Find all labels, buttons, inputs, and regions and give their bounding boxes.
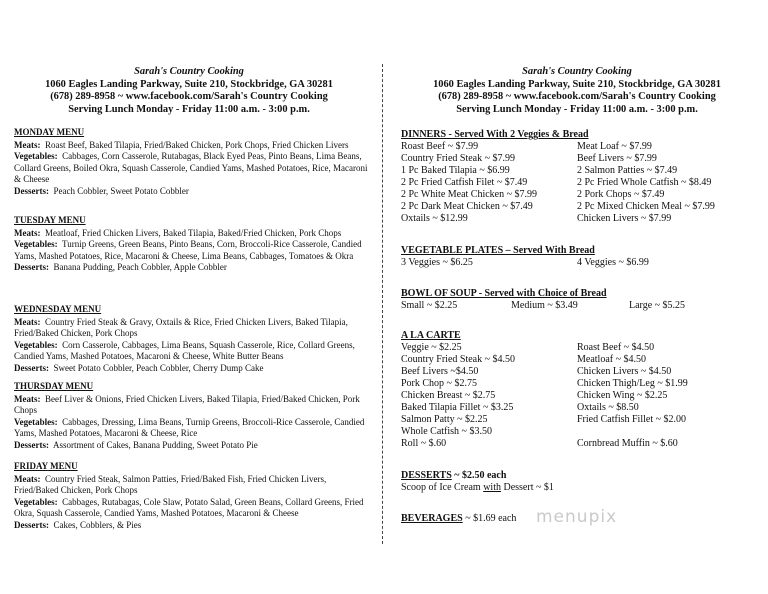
menu-item: Veggie ~ $2.25 [401, 342, 462, 353]
dinners-list [401, 141, 761, 225]
vegetables-label: Vegetables: [14, 239, 58, 249]
restaurant-address: 1060 Eagles Landing Parkway, Suite 210, Stockbridge, GA 30281 [45, 78, 333, 90]
menu-item [577, 426, 761, 438]
day-title: FRIDAY MENU [14, 461, 78, 471]
restaurant-contact: (678) 289-8958 ~ www.facebook.com/Sarah's Country Cooking [438, 91, 716, 102]
menu-row [401, 354, 761, 366]
menu-row [401, 366, 761, 378]
thursday-menu [14, 381, 370, 451]
menu-item: 2 Pc Fried Catfish Filet ~ $7.49 [401, 177, 528, 188]
fold-divider [382, 64, 383, 544]
menu-item: Oxtails ~ $8.50 [577, 402, 639, 413]
desserts-label: Desserts: [14, 362, 49, 373]
desserts-price: ~ $2.50 each [451, 470, 507, 481]
menu-row [401, 378, 761, 390]
vegetables-list: Cabbages, Rutabagas, Cole Slaw, Potato Salad, Green Beans, Collard Greens, Fried Okra, Squash Casserole, Candied Yams, Mashed Potatoes, Macaroni & Cheese [14, 496, 364, 518]
menu-item: 2 Pc Fried Whole Catfish ~ $8.49 [577, 177, 712, 188]
menu-item: Cornbread Muffin ~ $.60 [577, 438, 678, 449]
vegetables-list: Cabbages, Dressing, Lima Beans, Turnip Greens, Broccoli-Rice Casserole, Candied Yams, Mashed Potatoes, Macaroni & Cheese, Rice [14, 416, 365, 438]
menu-item: Salmon Patty ~ $2.25 [401, 414, 488, 425]
vegetables-label: Vegetables: [14, 151, 58, 161]
a-la-carte-title: A LA CARTE [401, 330, 461, 341]
menu-item: Small ~ $2.25 [401, 300, 458, 311]
with-text: with [483, 482, 501, 493]
menu-item: Chicken Breast ~ $2.75 [401, 390, 496, 401]
menu-item: Chicken Wing ~ $2.25 [577, 390, 668, 401]
menu-item: Beef Livers ~ $7.99 [577, 153, 657, 164]
vegetables-list: Corn Casserole, Cabbages, Lima Beans, Squash Casserole, Rice, Collard Greens, Candied Yams, Mashed Potatoes, Macaroni & Cheese, White Butter Beans [14, 339, 355, 361]
menu-item: Chicken Livers ~ $7.99 [577, 213, 672, 224]
menu-item: Medium ~ $3.49 [511, 300, 578, 311]
day-title: WEDNESDAY MENU [14, 304, 102, 314]
desserts-list: Banana Pudding, Peach Cobbler, Apple Cobbler [53, 262, 227, 272]
menu-row [401, 165, 761, 177]
vegetables-list: Cabbages, Corn Casserole, Rutabagas, Black Eyed Peas, Pinto Beans, Lima Beans, Collard Greens, Boiled Okra, Squash Casserole, Candied Yams, Mashed Potatoes, Rice, Macaroni & Cheese [14, 151, 368, 184]
restaurant-title: Sarah's Country Cooking [522, 66, 632, 77]
desserts-label: Desserts: [14, 519, 49, 530]
meats-list: Beef Liver & Onions, Fried Chicken Livers, Baked Tilapia, Fried/Baked Chicken, Pork Chops [14, 393, 360, 415]
menu-item: Whole Catfish ~ $3.50 [401, 426, 492, 437]
menu-row [401, 213, 761, 225]
menu-item: Meatloaf ~ $4.50 [577, 354, 647, 365]
ice-cream-text: Scoop of Ice Cream [401, 482, 484, 493]
menu-item: Baked Tilapia Fillet ~ $3.25 [401, 402, 514, 413]
desserts-list: Cakes, Cobblers, & Pies [53, 519, 142, 530]
desserts-list: Assortment of Cakes, Banana Pudding, Sweet Potato Pie [53, 439, 258, 450]
weekly-menu-page [0, 0, 378, 594]
menu-row [401, 414, 761, 426]
desserts-label: Desserts: [14, 185, 49, 196]
dinners-section [401, 129, 761, 225]
menu-item: Fried Catfish Fillet ~ $2.00 [577, 414, 687, 425]
lunch-hours: Serving Lunch Monday - Friday 11:00 a.m. - 3:00 p.m. [68, 103, 310, 115]
ice-cream-price: Dessert ~ $1 [500, 482, 554, 493]
menu-item: Pork Chop ~ $2.75 [401, 378, 477, 389]
meats-label: Meats: [14, 473, 41, 484]
menu-item: 2 Salmon Patties ~ $7.49 [577, 165, 678, 176]
a-la-carte-section [401, 330, 761, 450]
meats-label: Meats: [14, 316, 41, 327]
meats-label: Meats: [14, 393, 41, 404]
soup-section [401, 288, 761, 312]
meats-list: Meatloaf, Fried Chicken Livers, Baked Tilapia, Baked/Fried Chicken, Pork Chops [45, 227, 342, 238]
desserts-label: Desserts: [14, 439, 49, 450]
menu-item: Country Fried Steak ~ $4.50 [401, 354, 516, 365]
vegetables-label: Vegetables: [14, 416, 58, 427]
menu-row [401, 342, 761, 354]
right-header [386, 66, 768, 116]
left-header [0, 66, 378, 116]
restaurant-contact: (678) 289-8958 ~ www.facebook.com/Sarah's Country Cooking [50, 91, 328, 102]
beverages-price: ~ $1.69 each [462, 513, 517, 524]
menu-item: Large ~ $5.25 [629, 300, 686, 311]
meats-label: Meats: [14, 227, 41, 238]
desserts-label: Desserts: [14, 262, 49, 272]
ice-cream-note [401, 482, 761, 494]
restaurant-title: Sarah's Country Cooking [134, 66, 244, 77]
menu-item: 1 Pc Baked Tilapia ~ $6.99 [401, 165, 510, 176]
menu-item: 2 Pc Mixed Chicken Meal ~ $7.99 [577, 201, 715, 212]
soup-title: BOWL OF SOUP - Served with Choice of Bread [401, 288, 607, 299]
lunch-hours: Serving Lunch Monday - Friday 11:00 a.m. - 3:00 p.m. [456, 103, 698, 115]
menu-item: Meat Loaf ~ $7.99 [577, 141, 652, 152]
price-menu-page [386, 0, 768, 594]
beverages-title: BEVERAGES [401, 513, 463, 524]
desserts-section [401, 470, 761, 494]
a-la-carte-list [401, 342, 761, 450]
menu-item: Country Fried Steak ~ $7.99 [401, 153, 516, 164]
day-title: TUESDAY MENU [14, 215, 86, 225]
menu-item: 2 Pork Chops ~ $7.49 [577, 189, 665, 200]
menu-item: 2 Pc Dark Meat Chicken ~ $7.49 [401, 201, 533, 212]
menu-row [401, 153, 761, 165]
restaurant-address: 1060 Eagles Landing Parkway, Suite 210, Stockbridge, GA 30281 [433, 78, 721, 90]
menu-item: Roll ~ $.60 [401, 438, 447, 449]
day-title: THURSDAY MENU [14, 381, 94, 391]
friday-menu [14, 461, 370, 531]
meats-list: Roast Beef, Baked Tilapia, Fried/Baked Chicken, Pork Chops, Fried Chicken Livers [45, 139, 349, 150]
meats-list: Country Fried Steak, Salmon Patties, Fried/Baked Fish, Fried Chicken Livers, Fried/Baked Chicken, Pork Chops [14, 473, 327, 495]
menu-item: 4 Veggies ~ $6.99 [577, 257, 649, 268]
menu-row [401, 189, 761, 201]
vegetable-plates-section [401, 245, 761, 269]
menu-item: Chicken Thigh/Leg ~ $1.99 [577, 378, 688, 389]
menu-row [401, 141, 761, 153]
desserts-title: DESSERTS [401, 470, 452, 481]
vegetables-label: Vegetables: [14, 496, 58, 507]
menu-row [401, 438, 761, 450]
menupix-watermark: menupix [536, 507, 618, 527]
vegetable-plates-title: VEGETABLE PLATES – Served With Bread [401, 245, 595, 256]
meats-label: Meats: [14, 139, 41, 150]
menu-row [401, 177, 761, 189]
desserts-list: Sweet Potato Cobbler, Peach Cobbler, Cherry Dump Cake [53, 362, 264, 373]
menu-row [401, 402, 761, 414]
desserts-list: Peach Cobbler, Sweet Potato Cobbler [53, 185, 189, 196]
vegetables-label: Vegetables: [14, 339, 58, 350]
menu-item: Roast Beef ~ $4.50 [577, 342, 655, 353]
menu-item: 2 Pc White Meat Chicken ~ $7.99 [401, 189, 538, 200]
menu-item: 3 Veggies ~ $6.25 [401, 257, 473, 268]
menu-row [401, 201, 761, 213]
menu-item: Roast Beef ~ $7.99 [401, 141, 479, 152]
menu-row [401, 390, 761, 402]
menu-row [401, 426, 761, 438]
tuesday-menu [14, 215, 370, 274]
vegetables-list: Turnip Greens, Green Beans, Pinto Beans, Corn, Broccoli-Rice Casserole, Candied Yams, Mashed Potatoes, Rice, Macaroni & Cheese, Lima Beans, Cabbages, Tomatoes & Okra [14, 239, 362, 261]
dinners-title: DINNERS - Served With 2 Veggies & Bread [401, 129, 589, 140]
day-title: MONDAY MENU [14, 127, 85, 137]
wednesday-menu [14, 304, 370, 374]
menu-item: Oxtails ~ $12.99 [401, 213, 468, 224]
meats-list: Country Fried Steak & Gravy, Oxtails & Rice, Fried Chicken Livers, Baked Tilapia, Fried/Baked Chicken, Pork Chops [14, 316, 348, 338]
monday-menu [14, 127, 370, 197]
menu-item: Chicken Livers ~ $4.50 [577, 366, 672, 377]
menu-item: Beef Livers ~$4.50 [401, 366, 479, 377]
